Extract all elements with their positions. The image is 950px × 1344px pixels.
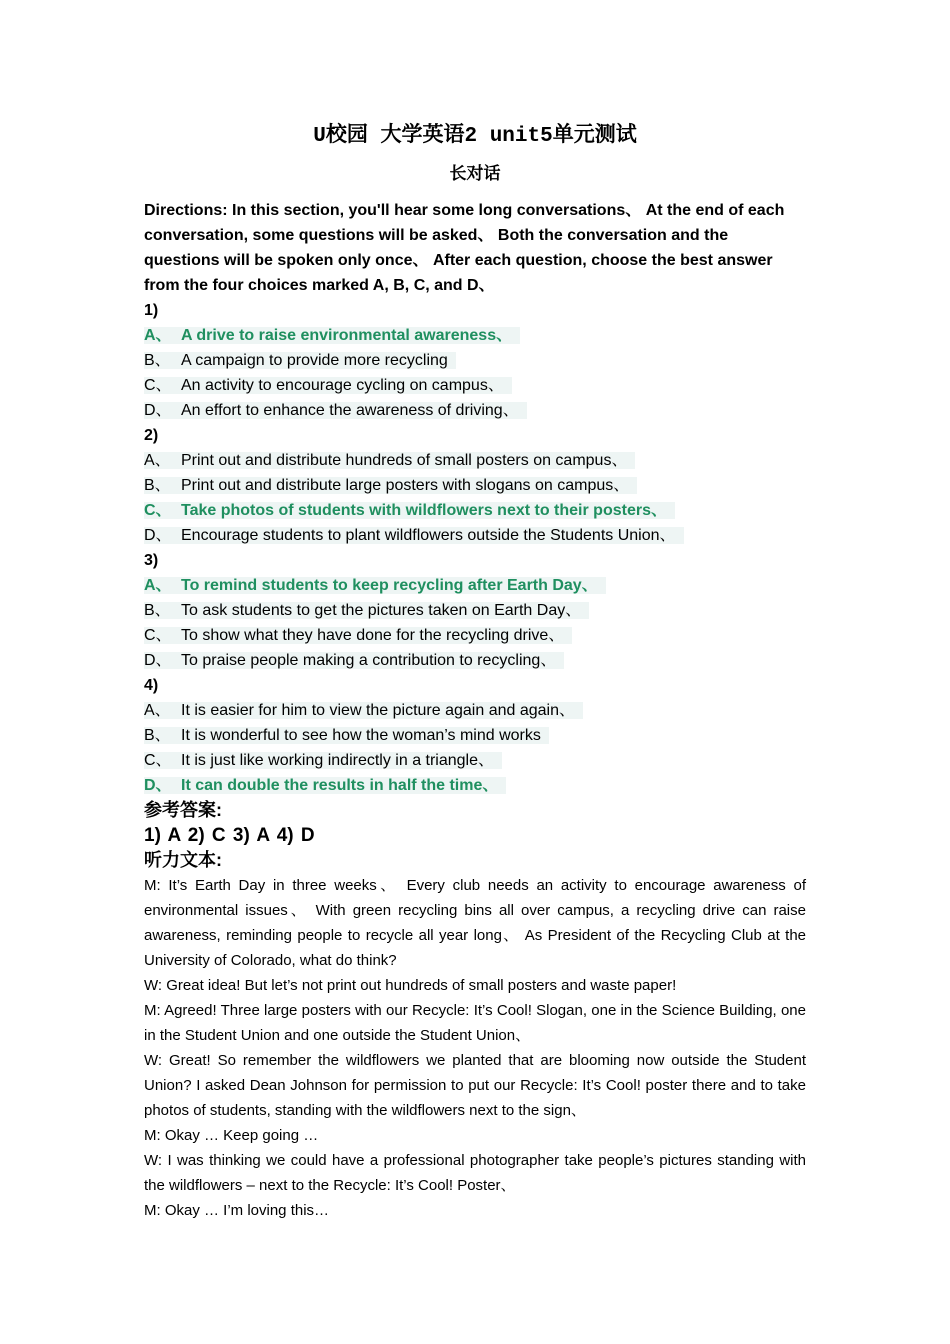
answer-option xyxy=(144,348,806,373)
option-highlight xyxy=(144,627,572,644)
answer-option-correct xyxy=(144,773,806,798)
option-text: To remind students to keep recycling after Earth Day、 xyxy=(181,577,598,594)
option-text: A drive to raise environmental awareness、 xyxy=(181,327,513,344)
answer-option xyxy=(144,748,806,773)
answer-option-correct xyxy=(144,323,806,348)
question-list xyxy=(144,298,806,798)
question-number: 3) xyxy=(144,552,159,569)
option-letter: C、 xyxy=(144,752,172,769)
option-letter: C、 xyxy=(144,502,172,519)
option-letter: B、 xyxy=(144,727,171,744)
answer-option xyxy=(144,398,806,423)
option-highlight xyxy=(144,502,675,519)
option-text: Print out and distribute large posters with slogans on campus、 xyxy=(181,477,630,494)
answer-option xyxy=(144,473,806,498)
option-highlight xyxy=(144,352,456,369)
option-highlight xyxy=(144,702,583,719)
script-paragraph: M: Okay … Keep going … xyxy=(144,1127,319,1144)
option-letter: A、 xyxy=(144,702,171,719)
option-highlight xyxy=(144,652,564,669)
option-highlight xyxy=(144,377,512,394)
option-highlight xyxy=(144,477,637,494)
option-highlight xyxy=(144,527,684,544)
answer-option xyxy=(144,448,806,473)
option-letter: B、 xyxy=(144,477,171,494)
option-text: It is wonderful to see how the woman’s mind works xyxy=(181,727,541,744)
answer-option xyxy=(144,598,806,623)
option-letter: A、 xyxy=(144,452,171,469)
script-paragraph: M: It’s Earth Day in three weeks、 Every club needs an activity to encourage awareness of environmental issues、 With green recycling bins all over campus, a recycling drive can raise awareness, reminding people to recycle all year long、 As President of the Recycling Club at the University of Colorado, what do think? xyxy=(144,877,806,969)
script-paragraph: M: Okay … I’m loving this… xyxy=(144,1202,330,1219)
option-text: It is just like working indirectly in a triangle、 xyxy=(181,752,495,769)
option-text: To praise people making a contribution to recycling、 xyxy=(181,652,557,669)
option-letter: A、 xyxy=(144,327,172,344)
option-text: Print out and distribute hundreds of small posters on campus、 xyxy=(181,452,628,469)
option-letter: B、 xyxy=(144,352,171,369)
option-letter: B、 xyxy=(144,602,171,619)
option-highlight xyxy=(144,577,606,594)
answer-option xyxy=(144,373,806,398)
option-letter: D、 xyxy=(144,527,172,544)
option-highlight xyxy=(144,327,520,344)
answer-option xyxy=(144,523,806,548)
option-text: Take photos of students with wildflowers next to their posters、 xyxy=(181,502,667,519)
directions-text: Directions: In this section, you'll hear some long conversations、 At the end of each conversation, some questions will be asked、 Both the conversation and the questions will be spoken only once、 After each question, choose the best answer from the four choices marked A, B, C, and D、 xyxy=(144,202,785,294)
answer-key: 1) A 2) C 3) A 4) D xyxy=(144,825,315,846)
script-paragraph: W: I was thinking we could have a professional photographer take people’s pictures standing with the wildflowers – next to the Recycle: It’s Cool! Poster、 xyxy=(144,1152,806,1194)
option-letter: D、 xyxy=(144,777,172,794)
option-highlight xyxy=(144,452,635,469)
question-number: 2) xyxy=(144,427,159,444)
document-content xyxy=(144,118,806,1223)
page-title: U校园 大学英语2 unit5单元测试 xyxy=(313,125,637,148)
option-letter: C、 xyxy=(144,377,172,394)
option-text: A campaign to provide more recycling xyxy=(181,352,448,369)
script-heading: 听力文本: xyxy=(144,850,222,870)
answer-option-correct xyxy=(144,573,806,598)
option-text: It can double the results in half the time、 xyxy=(181,777,499,794)
answer-option xyxy=(144,623,806,648)
script-paragraph: W: Great idea! But let’s not print out hundreds of small posters and waste paper! xyxy=(144,977,677,994)
script-paragraph: M: Agreed! Three large posters with our Recycle: It’s Cool! Slogan, one in the Science Building, one in the Student Union and one outside the Student Union、 xyxy=(144,1002,806,1044)
option-highlight xyxy=(144,752,502,769)
script-paragraph: W: Great! So remember the wildflowers we planted that are blooming now outside the Student Union? I asked Dean Johnson for permission to put our Recycle: It’s Cool! poster there and to take photos of students, standing with the wildflowers next to the sign、 xyxy=(144,1052,806,1119)
option-letter: C、 xyxy=(144,627,172,644)
question-number: 4) xyxy=(144,677,159,694)
option-text: An activity to encourage cycling on campus、 xyxy=(181,377,504,394)
option-highlight xyxy=(144,402,527,419)
option-letter: D、 xyxy=(144,402,172,419)
option-highlight xyxy=(144,727,549,744)
answer-option-correct xyxy=(144,498,806,523)
listening-script xyxy=(144,873,806,1223)
question-number: 1) xyxy=(144,302,159,319)
option-text: To show what they have done for the recycling drive、 xyxy=(181,627,565,644)
option-text: An effort to enhance the awareness of driving、 xyxy=(181,402,519,419)
option-letter: D、 xyxy=(144,652,172,669)
option-text: Encourage students to plant wildflowers outside the Students Union、 xyxy=(181,527,676,544)
option-letter: A、 xyxy=(144,577,172,594)
option-highlight xyxy=(144,602,589,619)
option-text: To ask students to get the pictures taken on Earth Day、 xyxy=(181,602,582,619)
answer-option xyxy=(144,648,806,673)
option-highlight xyxy=(144,777,506,794)
answer-option xyxy=(144,723,806,748)
option-text: It is easier for him to view the picture again and again、 xyxy=(181,702,575,719)
answer-heading: 参考答案: xyxy=(144,800,222,820)
section-subtitle: 长对话 xyxy=(449,164,501,183)
answer-option xyxy=(144,698,806,723)
